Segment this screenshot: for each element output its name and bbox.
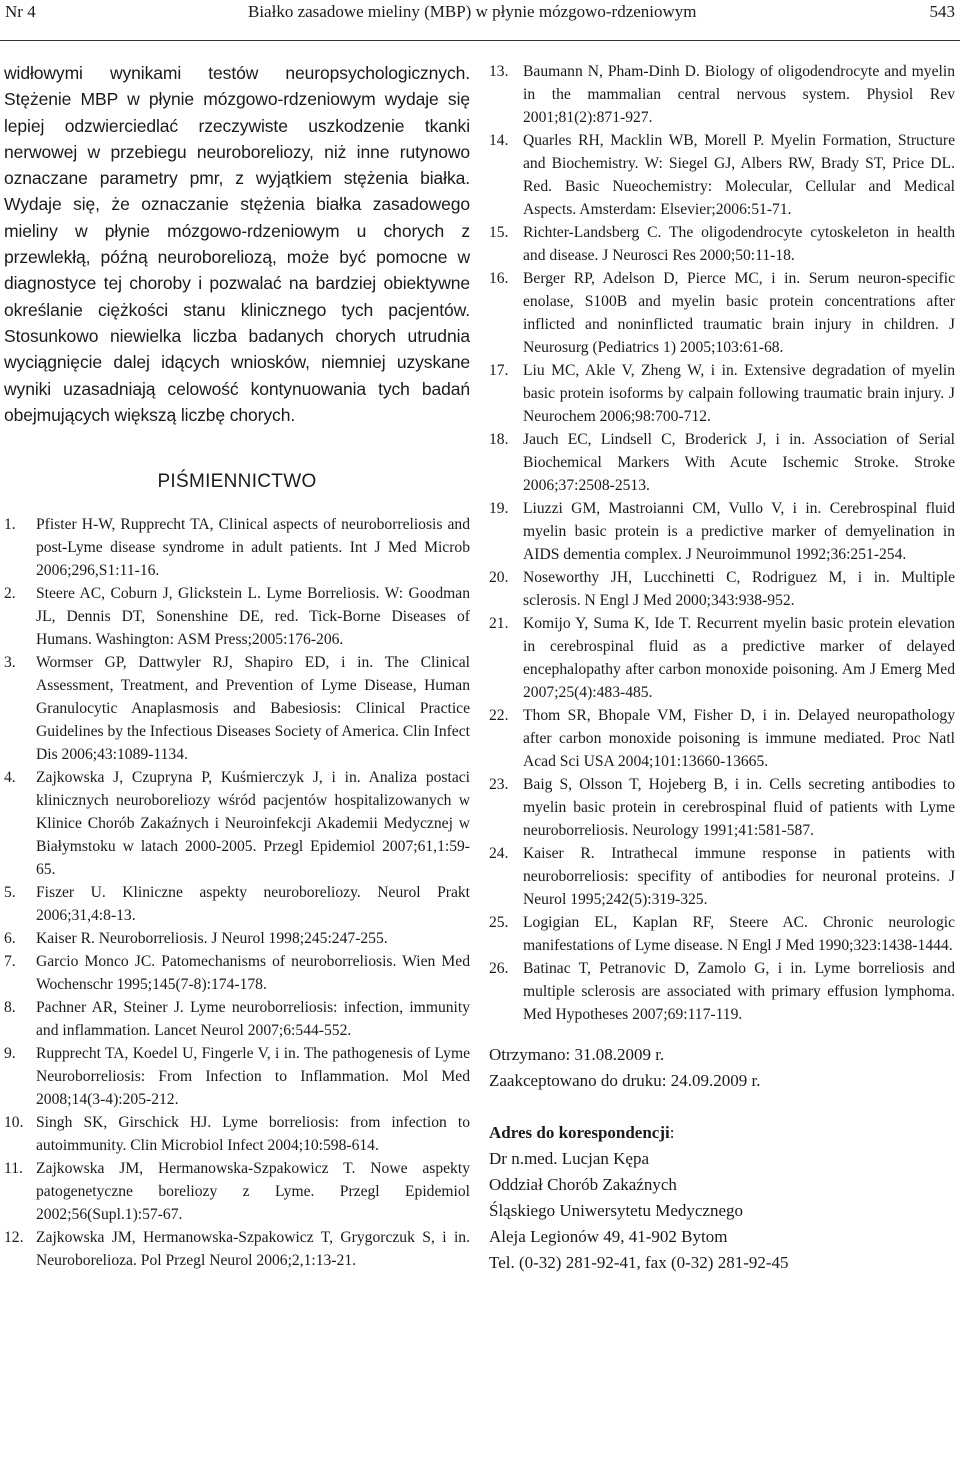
reference-text: Kaiser R. Intrathecal immune response in patients with neuroborreliosis: specifity of antibodies for neuronal proteins. J Neurol 1995;242(5):319-325.	[523, 845, 955, 908]
reference-text: Liuzzi GM, Mastroianni CM, Vullo V, i in. Cerebrospinal fluid myelin basic protein is a predictive marker of demyelination in AIDS dementia complex. J Neuroimmunol 1992;36:251-254.	[523, 500, 955, 563]
issue-number: Nr 4	[5, 2, 36, 21]
correspondence-address: Aleja Legionów 49, 41-902 Bytom	[489, 1227, 728, 1246]
right-column	[489, 60, 955, 1276]
reference-text: Wormser GP, Dattwyler RJ, Shapiro ED, i in. The Clinical Assessment, Treatment, and Prevention of Lyme Disease, Human Granulocytic Anaplasmosis and Babesiosis: Clinical Practice Guidelines by the Infectious Diseases Society of America. Clin Infect Dis 2006;43:1089-1134.	[36, 654, 470, 764]
reference-item	[4, 766, 470, 881]
reference-number: 3.	[4, 654, 16, 672]
reference-list-right	[489, 60, 955, 1026]
reference-number: 21.	[489, 615, 509, 632]
reference-item	[4, 582, 470, 651]
reference-item	[489, 842, 955, 911]
reference-item	[489, 957, 955, 1026]
reference-list-left	[4, 513, 470, 1272]
reference-text: Zajkowska JM, Hermanowska-Szpakowicz T, Grygorczuk S, i in. Neuroborelioza. Pol Przegl Neurol 2006;2,1:13-21.	[36, 1229, 470, 1270]
reference-text: Pachner AR, Steiner J. Lyme neuroborreliosis: infection, immunity and inflammation. Lancet Neurol 2007;6:544-552.	[36, 999, 470, 1040]
reference-item	[489, 129, 955, 221]
reference-number: 9.	[4, 1045, 16, 1063]
correspondence-title: Adres do korespondencji	[489, 1123, 670, 1142]
reference-number: 23.	[489, 776, 509, 793]
received-date: Otrzymano: 31.08.2009 r.	[489, 1045, 665, 1064]
reference-text: Liu MC, Akle V, Zheng W, i in. Extensive degradation of myelin basic protein isoforms by calpain following traumatic brain injury. J Neurochem 2006;98:700-712.	[523, 362, 955, 425]
reference-number: 7.	[4, 953, 16, 971]
reference-number: 24.	[489, 845, 509, 862]
left-column	[4, 60, 470, 1272]
reference-number: 4.	[4, 769, 16, 787]
article-dates	[489, 1042, 955, 1094]
reference-text: Fiszer U. Kliniczne aspekty neuroboreliozy. Neurol Prakt 2006;31,4:8-13.	[36, 884, 470, 925]
reference-text: Batinac T, Petranovic D, Zamolo G, i in. Lyme borreliosis and multiple sclerosis are associated with primary effusion lymphoma. Med Hypotheses 2007;69:117-119.	[523, 960, 955, 1023]
reference-text: Richter-Landsberg C. The oligodendrocyte cytoskeleton in health and disease. J Neurosci Res 2000;50:11-18.	[523, 224, 955, 264]
reference-number: 11.	[4, 1160, 23, 1178]
reference-text: Rupprecht TA, Koedel U, Fingerle V, i in. The pathogenesis of Lyme Neuroborreliosis: From Infection to Inflammation. Mol Med 2008;14(3-4):205-212.	[36, 1045, 470, 1109]
references-title: PIŚMIENNICTWO	[157, 471, 317, 493]
reference-number: 16.	[489, 270, 509, 287]
reference-text: Thom SR, Bhopale VM, Fisher D, i in. Delayed neuropathology after carbon monoxide poisoning is immune mediated. Proc Natl Acad Sci USA 2004;101:13660-13665.	[523, 707, 955, 770]
reference-item	[4, 1042, 470, 1111]
reference-item	[489, 566, 955, 612]
reference-item	[4, 1226, 470, 1272]
page-number: 543	[929, 2, 955, 21]
reference-item	[4, 1111, 470, 1157]
reference-item	[489, 60, 955, 129]
reference-number: 5.	[4, 884, 16, 902]
reference-text: Baig S, Olsson T, Hojeberg B, i in. Cells secreting antibodies to myelin basic protein in cerebrospinal fluid of patients with Lyme neuroborreliosis. Neurology 1991;41:581-587.	[523, 776, 955, 839]
reference-text: Berger RP, Adelson D, Pierce MC, i in. Serum neuron-specific enolase, S100B and myelin basic protein concentrations after inflicted and noninflicted traumatic brain injury in children. J Neurosurg (Pediatrics 1) 2005;103:61-68.	[523, 270, 955, 356]
reference-text: Kaiser R. Neuroborreliosis. J Neurol 1998;245:247-255.	[36, 930, 388, 948]
correspondence-department: Oddział Chorób Zakaźnych	[489, 1175, 677, 1194]
reference-item	[4, 513, 470, 582]
reference-item	[489, 612, 955, 704]
running-title: Białko zasadowe mieliny (MBP) w płynie mózgowo-rdzeniowym	[248, 2, 697, 21]
correspondence-title-colon: :	[669, 1123, 675, 1142]
reference-text: Steere AC, Coburn J, Glickstein L. Lyme Borreliosis. W: Goodman JL, Dennis DT, Sonenshine DE, red. Tick-Borne Diseases of Humans. Washington: ASM Press;2005:176-206.	[36, 585, 470, 649]
reference-number: 13.	[489, 63, 509, 80]
reference-text: Singh SK, Girschick HJ. Lyme borreliosis: from infection to autoimmunity. Clin Microbiol Infect 2004;10:598-614.	[36, 1114, 470, 1155]
reference-number: 17.	[489, 362, 509, 379]
reference-text: Jauch EC, Lindsell C, Broderick J, i in. Association of Serial Biochemical Markers With Acute Ischemic Stroke. Stroke 2006;37:2508-2513.	[523, 431, 955, 494]
reference-number: 25.	[489, 914, 509, 931]
reference-text: Garcio Monco JC. Patomechanisms of neuroborreliosis. Wien Med Wochenschr 1995;145(7-8):174-178.	[36, 953, 470, 994]
correspondence-phone: Tel. (0-32) 281-92-41, fax (0-32) 281-92-45	[489, 1253, 789, 1272]
reference-item	[4, 996, 470, 1042]
reference-item	[4, 881, 470, 927]
reference-number: 14.	[489, 132, 509, 149]
header-rule	[0, 40, 960, 41]
reference-number: 2.	[4, 585, 16, 603]
correspondence-heading	[489, 1120, 955, 1146]
reference-number: 22.	[489, 707, 509, 724]
reference-item	[4, 1157, 470, 1226]
reference-text: Noseworthy JH, Lucchinetti C, Rodriguez M, i in. Multiple sclerosis. N Engl J Med 2000;343:938-952.	[523, 569, 955, 609]
reference-item	[489, 267, 955, 359]
reference-number: 1.	[4, 516, 16, 534]
reference-item	[489, 773, 955, 842]
reference-text: Quarles RH, Macklin WB, Morell P. Myelin Formation, Structure and Biochemistry. W: Siegel GJ, Albers RW, Brady ST, Price DL. Red. Basic Nueochemistry: Molecular, Cellular and Medical Aspects. Amsterdam: Elsevier;2006:51-71.	[523, 132, 955, 218]
reference-number: 18.	[489, 431, 509, 448]
reference-text: Zajkowska JM, Hermanowska-Szpakowicz T. Nowe aspekty patogenetyczne boreliozy z Lyme. Przegl Epidemiol 2002;56(Supl.1):57-67.	[36, 1160, 470, 1224]
reference-item	[489, 704, 955, 773]
reference-text: Baumann N, Pham-Dinh D. Biology of oligodendrocyte and myelin in the mammalian central nervous system. Physiol Rev 2001;81(2):871-927.	[523, 63, 955, 126]
reference-text: Zajkowska J, Czupryna P, Kuśmierczyk J, i in. Analiza postaci klinicznych neuroboreliozy wśród pacjentów hospitalizowanych w Klinice Chorób Zakaźnych i Neuroinfekcji Akademii Medycznej w Białymstoku w latach 2000-2005. Przegl Epidemiol 2007;61,1:59-65.	[36, 769, 470, 879]
reference-text: Komijo Y, Suma K, Ide T. Recurrent myelin basic protein elevation in cerebrospinal fluid as a predictive marker of delayed encephalopathy after carbon monoxide poisoning. Am J Emerg Med 2007;25(4):483-485.	[523, 615, 955, 701]
reference-number: 26.	[489, 960, 509, 977]
reference-item	[4, 950, 470, 996]
reference-item	[489, 497, 955, 566]
reference-item	[489, 359, 955, 428]
reference-number: 20.	[489, 569, 509, 586]
running-header	[0, 0, 960, 40]
reference-number: 10.	[4, 1114, 24, 1132]
correspondence-block	[489, 1120, 955, 1276]
reference-number: 6.	[4, 930, 16, 948]
reference-number: 15.	[489, 224, 509, 241]
reference-number: 12.	[4, 1229, 24, 1247]
reference-text: Logigian EL, Kaplan RF, Steere AC. Chronic neurologic manifestations of Lyme disease. N Engl J Med 1990;323:1438-1444.	[523, 914, 955, 954]
reference-item	[4, 651, 470, 766]
reference-text: Pfister H-W, Rupprecht TA, Clinical aspects of neuroborreliosis and post-Lyme disease syndrome in adult patients. Int J Med Microb 2006;296,S1:11-16.	[36, 516, 470, 580]
reference-number: 8.	[4, 999, 16, 1017]
reference-item	[4, 927, 470, 950]
reference-number: 19.	[489, 500, 509, 517]
correspondence-university: Śląskiego Uniwersytetu Medycznego	[489, 1201, 743, 1220]
correspondence-name: Dr n.med. Lucjan Kępa	[489, 1149, 650, 1168]
accepted-date: Zaakceptowano do druku: 24.09.2009 r.	[489, 1071, 761, 1090]
body-paragraph: widłowymi wynikami testów neuropsychologicznych. Stężenie MBP w płynie mózgowo-rdzeniowym wydaje się lepiej odzwierciedlać rzeczywiste uszkodzenie tkanki nerwowej w przebiegu neuroboreliozy, niż inne rutynowo oznaczane parametry pmr, z wyjątkiem stężenia białka. Wydaje się, że oznaczanie stężenia białka zasadowego mieliny w płynie mózgowo-rdzeniowym u chorych z przewlekłą, późną neuroboreliozą, może być pomocne w diagnostyce tej choroby i pozwalać na bardziej obiektywne określanie ciężkości stanu klinicznego tych pacjentów. Stosunkowo niewielka liczba badanych chorych utrudnia wyciągnięcie dalej idących wniosków, niemniej uzyskane wyniki uzasadniają celowość kontynuowania tych badań obejmujących większą liczbę chorych.	[4, 63, 470, 425]
reference-item	[489, 428, 955, 497]
reference-item	[489, 221, 955, 267]
reference-item	[489, 911, 955, 957]
